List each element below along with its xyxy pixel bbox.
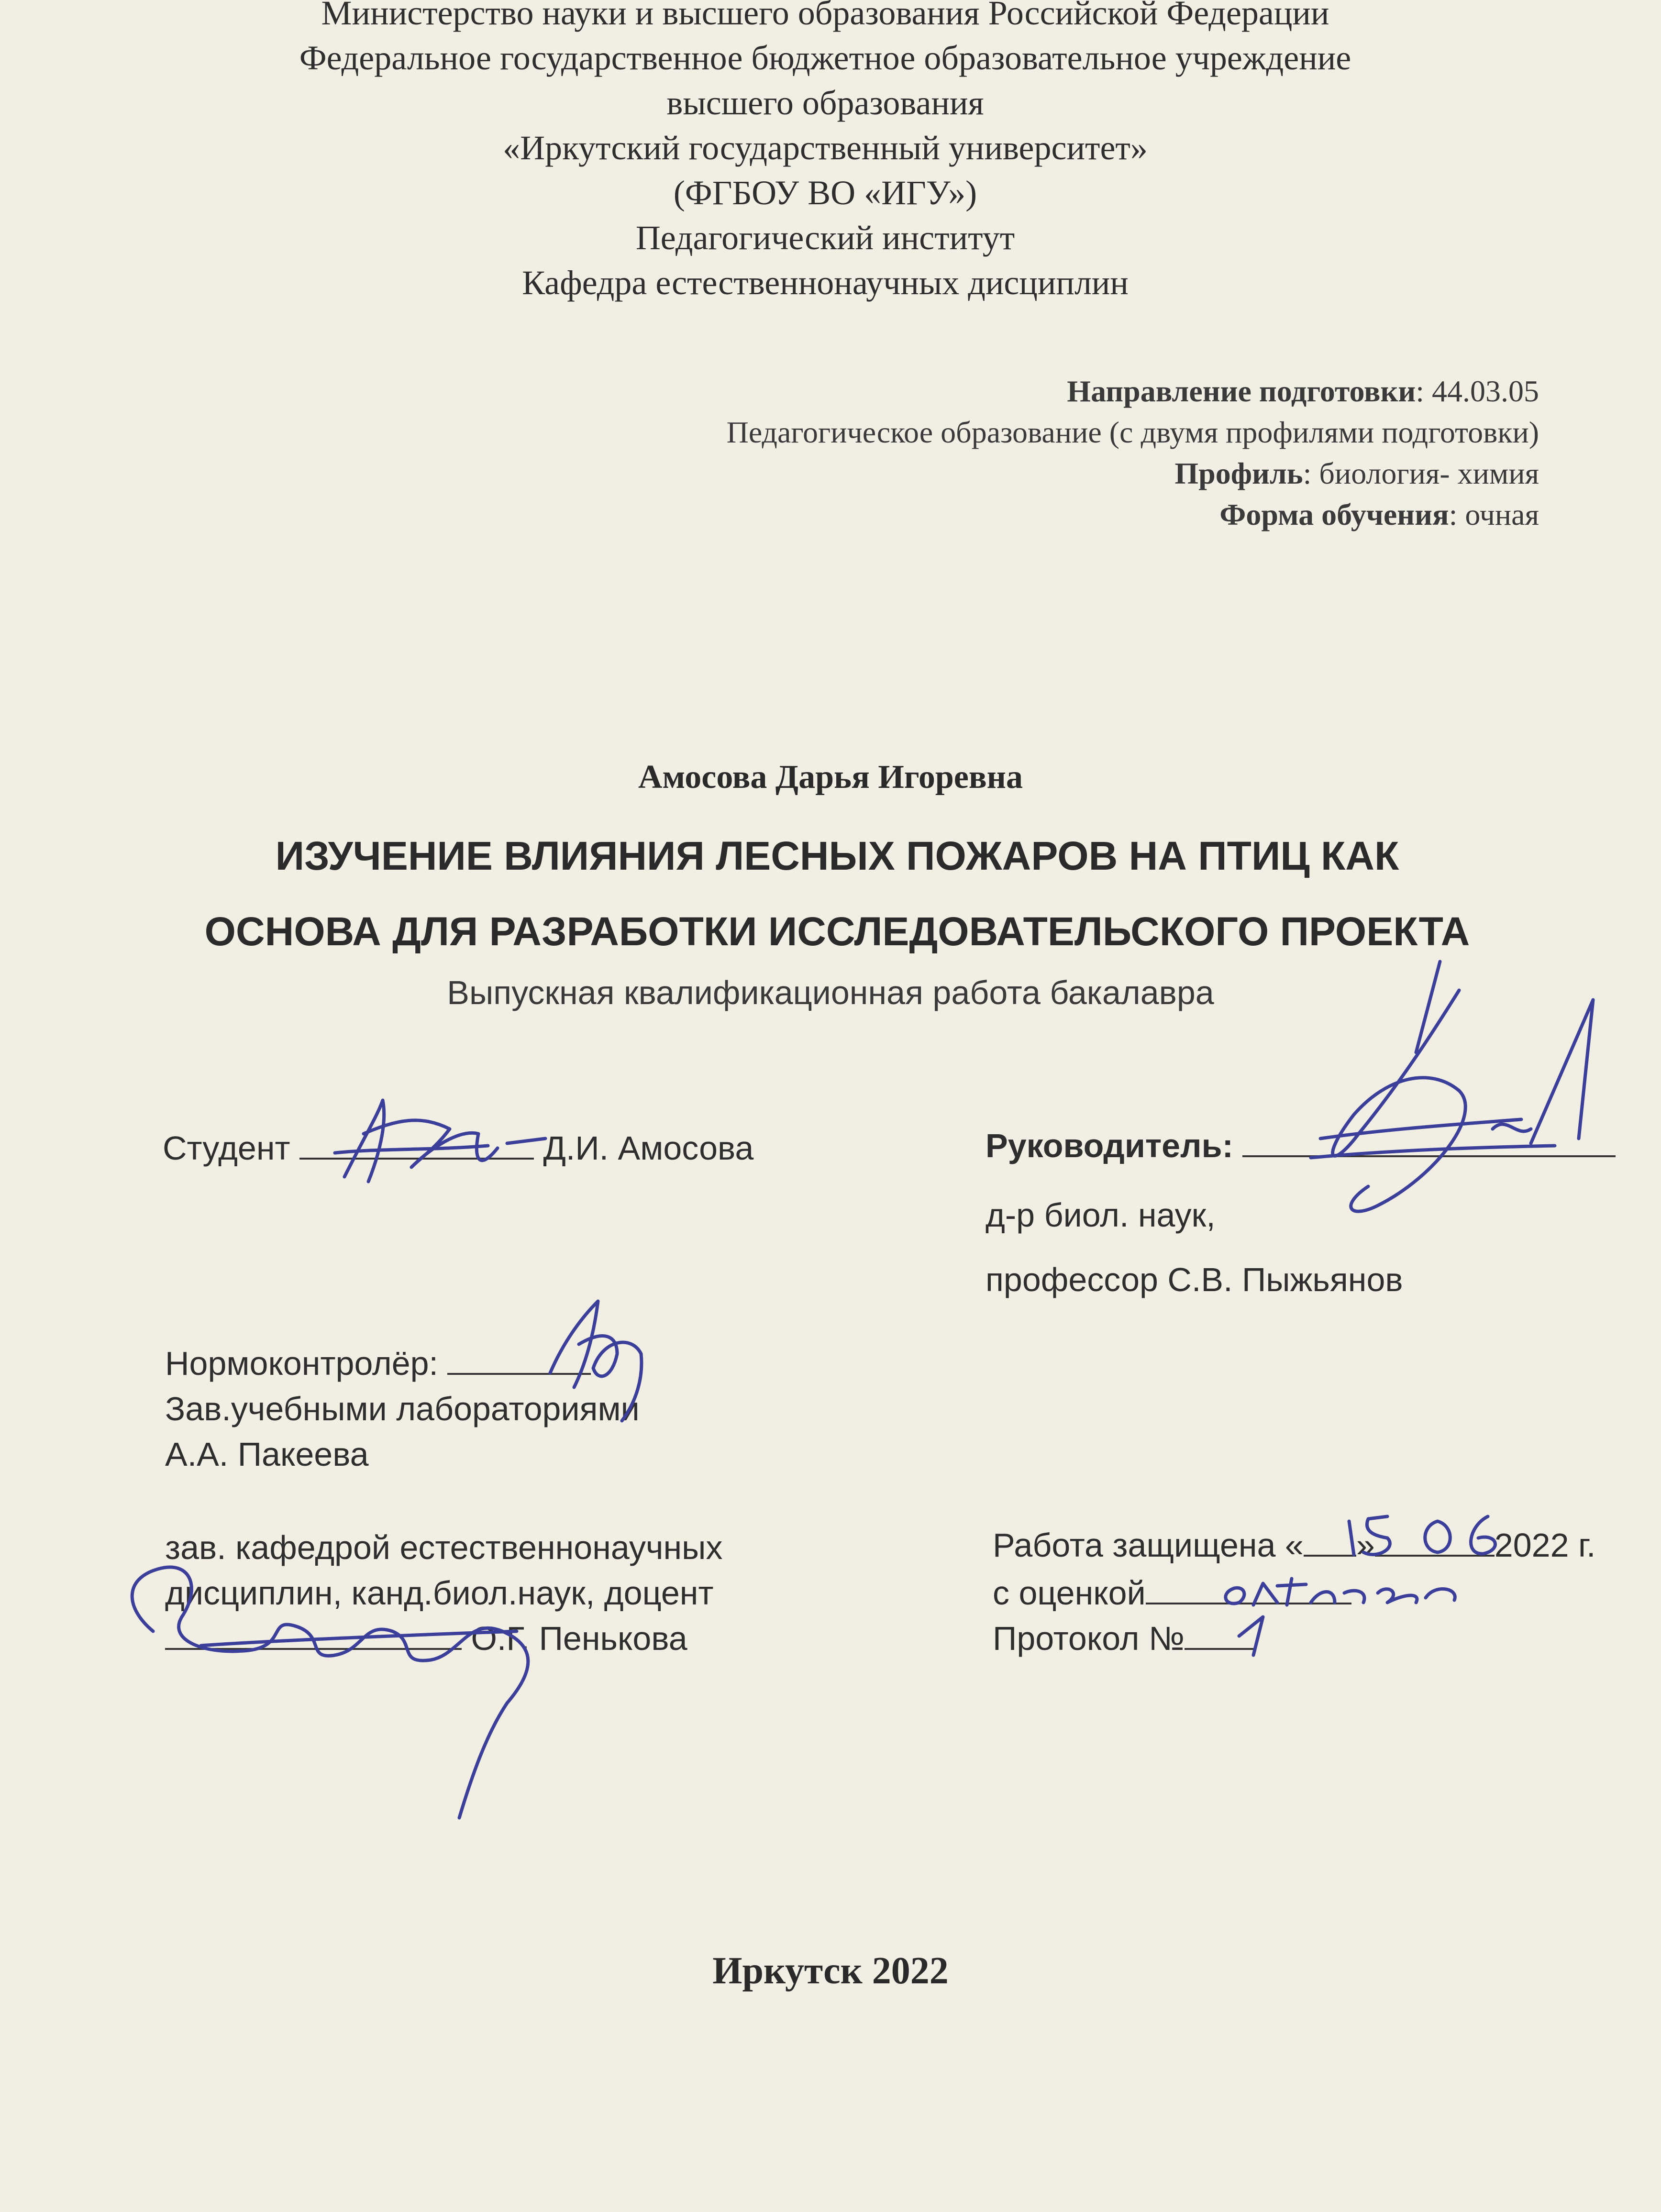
study-form-line: Форма обучения: очная (1219, 498, 1539, 531)
thesis-title-line-2: ОСНОВА ДЛЯ РАЗРАБОТКИ ИССЛЕДОВАТЕЛЬСКОГО ПРОЕКТА (204, 909, 1470, 954)
institution-header (144, 0, 1507, 305)
study-direction-block (727, 371, 1539, 535)
department-name: Кафедра естественнонаучных дисциплин (522, 264, 1129, 302)
defense-date-line (993, 1526, 1595, 1564)
defense-month-line (1375, 1555, 1495, 1557)
thesis-title (120, 818, 1555, 969)
city-year: Иркутск 2022 (712, 1950, 949, 1992)
normcontrol-line (165, 1344, 591, 1382)
institution-type-line: Федеральное государственное бюджетное образовательное учреждение (299, 39, 1351, 77)
head-signature-underline (165, 1648, 462, 1650)
normcontrol-position: Зав.учебными лабораториями (165, 1390, 640, 1427)
defense-prefix: Работа защищена « (993, 1526, 1304, 1564)
work-type: Выпускная квалификационная работа бакалавра (447, 974, 1214, 1011)
head-name: О.Г. Пенькова (471, 1620, 687, 1657)
direction-name: Педагогическое образование (с двумя профилями подготовки) (726, 415, 1539, 449)
defense-day-line (1304, 1555, 1356, 1557)
head-signature-line (165, 1619, 687, 1658)
supervisor-signature-line (1242, 1155, 1616, 1157)
supervisor-name: профессор С.В. Пыжьянов (986, 1261, 1403, 1298)
student-name: Д.И. Амосова (543, 1129, 754, 1167)
student-signature-line (299, 1158, 534, 1160)
university-name: «Иркутский государственный университет» (503, 129, 1148, 167)
author-name: Амосова Дарья Игоревна (638, 759, 1023, 796)
grade-underline (1146, 1603, 1351, 1604)
head-position-line-2: дисциплин, канд.биол.наук, доцент (165, 1574, 714, 1612)
university-abbreviation: (ФГБОУ ВО «ИГУ») (673, 174, 977, 212)
normcontrol-label: Нормоконтролёр: (165, 1345, 439, 1382)
head-position-line-1: зав. кафедрой естественнонаучных (165, 1529, 723, 1566)
grade-label: с оценкой (993, 1574, 1146, 1612)
grade-line (993, 1574, 1351, 1612)
protocol-label: Протокол № (993, 1620, 1185, 1657)
institute-name: Педагогический институт (635, 219, 1015, 257)
supervisor-line (986, 1127, 1616, 1165)
protocol-line (993, 1619, 1256, 1658)
defense-year: 2022 г. (1494, 1526, 1596, 1564)
profile-line: Профиль: биология- химия (1174, 456, 1539, 490)
normcontrol-signature-line (447, 1373, 591, 1375)
student-label: Студент (163, 1129, 290, 1167)
defense-quote-close: » (1356, 1526, 1375, 1564)
normcontrol-name: А.А. Пакеева (165, 1436, 369, 1473)
ministry-line: Министерство науки и высшего образования Российской Федерации (321, 0, 1329, 32)
protocol-underline (1185, 1648, 1256, 1650)
direction-line: Направление подготовки: 44.03.05 (1067, 374, 1539, 408)
education-level-line: высшего образования (666, 84, 984, 122)
supervisor-label: Руководитель: (986, 1127, 1233, 1164)
supervisor-degree: д-р биол. наук, (986, 1196, 1216, 1234)
student-line (163, 1129, 753, 1167)
thesis-title-line-1: ИЗУЧЕНИЕ ВЛИЯНИЯ ЛЕСНЫХ ПОЖАРОВ НА ПТИЦ КАК (275, 833, 1399, 878)
